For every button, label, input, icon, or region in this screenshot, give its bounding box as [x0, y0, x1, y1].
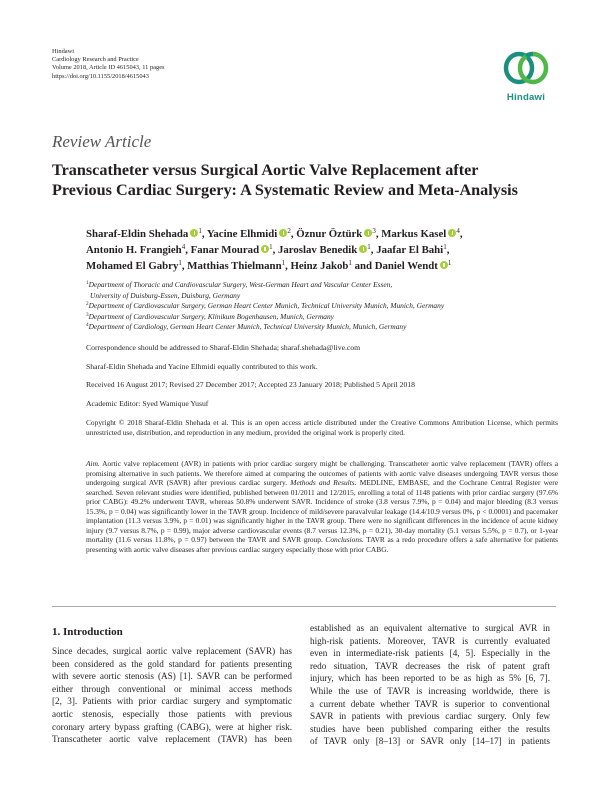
author-affiliation-marker: 1 [443, 243, 447, 252]
abstract-methods: MEDLINE, EMBASE, and the Cochrane Central Register were searched. Seven relevant studies were identified, published between 01/2011 and 12/2015, enrolling a total of 1148 patients with prior cardiac surgery (97.6% prior CABG): 49.2% underwent TAVR, whereas 50.8% underwent SAVR. Incidence of stroke (3.8 versus 7.9%, p = 0.04) and major bleeding (8.3 versus 15.3%, p = 0.04) was significantly lower in the TAVR group. Incidence of mild/severe paravalvular leakage (14.4/10.9 versus 0%, p < 0.0001) and pacemaker implantation (11.3 versus 3.9%, p = 0.01) was significantly higher in the TAVR group. There were no significant differences in the incidence of acute kidney injury (9.7 versus 8.7%, p = 0.99), major adverse cardiovascular events (8.7 versus 12.3%, p = 0.21), 30-day mortality (5.1 versus 5.5%, p = 0.7), or 1-year mortality (11.6 versus 11.8%, p = 0.97) between the TAVR and SAVR group. [86, 478, 559, 544]
body-column-left [52, 645, 292, 746]
body-text-line: been considered as the gold standard for patients presenting [52, 658, 292, 669]
body-text-line: SAVR in patients with previous cardiac surgery. Only few [310, 711, 550, 722]
author-affiliation-marker: 4 [456, 227, 460, 235]
orcid-icon[interactable] [440, 261, 448, 269]
abstract-aim: Aortic valve replacement (AVR) in patients with prior cardiac surgery might be challenging. Transcatheter aortic valve replacement (TAVR) offers a promising alternative in such patients. We therefore aimed at comparing the outcomes of patients with aortic valve diseases undergoing TAVR versus those undergoing surgical AVR (SAVR) after previous cardiac surgery. [86, 459, 558, 487]
body-text-line: redo situation, TAVR decreases the risk of patent graft [310, 660, 550, 671]
author-name: Antonio H. Frangieh [86, 244, 182, 257]
section-divider [52, 606, 556, 607]
author-name: Sharaf-Eldin Shehada [86, 228, 189, 240]
body-text-line: either through conventional or minimal access methods [52, 683, 292, 694]
author-affiliation-marker: 1 [198, 227, 202, 235]
author-affiliation-marker: 1 [447, 259, 452, 268]
author-affiliation-marker: 4 [181, 243, 186, 252]
author-affiliation-marker: 3 [372, 227, 376, 235]
author-name: Daniel Wendt [374, 260, 438, 273]
author-affiliation-marker: 1 [178, 259, 182, 268]
author-separator: , [459, 228, 463, 240]
abstract [86, 459, 558, 554]
body-text-line: [2, 3]. Patients with prior cardiac surgery and symptomatic [52, 696, 292, 707]
body-text-line: of TAVR only [8–13] or SAVR only [14–17] in patients [310, 736, 550, 747]
author-affiliation-marker: 1 [281, 259, 286, 268]
body-text-line: studies have been published comparing either the results [310, 723, 550, 734]
abstract-conclusions: TAVR as a redo procedure offers a safe alternative for patients presenting with aortic valve diseases after previous cardiac surgery especially those with prior CABG. [86, 535, 559, 554]
orcid-icon[interactable] [261, 245, 269, 253]
publication-dates: Received 16 August 2017; Revised 27 December 2017; Accepted 23 January 2018; Published 5 April 2018 [86, 380, 416, 389]
author-separator: , [201, 228, 207, 240]
title-line-1: Transcatheter versus Surgical Aortic Valve Replacement after [52, 161, 479, 179]
author-name: Jaafar El Bahi [376, 244, 444, 257]
journal-header [52, 48, 165, 81]
abstract-methods-label: Methods and Results. [290, 478, 357, 487]
abstract-conclusions-label: Conclusions. [325, 535, 364, 544]
title-line-2: Previous Cardiac Surgery: A Systematic Review and Meta-Analysis [52, 181, 518, 199]
body-text-line: coronary artery bypass grafting (CABG), were at higher risk. [52, 721, 292, 732]
author-separator: , [290, 228, 297, 240]
hindawi-logo [496, 44, 556, 106]
author-separator: , [185, 244, 191, 257]
affiliation-1-cont: University of Duisburg-Essen, Duisburg, Germany [90, 290, 241, 300]
logo-wordmark: Hindawi [506, 92, 546, 103]
body-text-line: aortic stenosis, especially those patients with previous [52, 708, 292, 719]
abstract-aim-label: Aim. [86, 459, 100, 468]
affiliation-3: $^3$Department of Cardiovascular Surgery, Klinikum Bogenhausen, Munich, Germany [86, 311, 334, 321]
equal-contribution-note: Sharaf-Eldin Shehada and Yacine Elhmidi equally contributed to this work. [86, 362, 318, 371]
body-text-line: injury, which has been reported to be as high as 5% [6, 7]. [310, 673, 550, 684]
author-list [86, 226, 566, 275]
author-separator: , [370, 244, 377, 257]
hindawi-logo-icon [496, 44, 556, 92]
author-affiliation-marker: 1 [348, 259, 352, 268]
author-separator: , [181, 260, 188, 273]
author-name: Yacine Elhmidi [206, 228, 278, 240]
academic-editor: Academic Editor: Syed Wamique Yusuf [86, 399, 209, 408]
article-type: Review Article [52, 132, 152, 151]
section-heading: 1. Introduction [52, 626, 123, 638]
author-name: Matthias Thielmann [187, 260, 282, 273]
author-name: Öznur Öztürk [296, 228, 363, 240]
body-text-line: even in intermediate-risk patients [4, 5]. Especially in the [310, 648, 550, 659]
body-column-right [310, 622, 550, 748]
author-line-3 [86, 258, 566, 274]
author-name: Markus Kasel [381, 228, 447, 240]
body-text-line: high-risk patients. Moreover, TAVR is currently evaluated [310, 635, 550, 646]
author-affiliation-marker: 1 [269, 243, 273, 252]
doi-link[interactable]: https://doi.org/10.1155/2018/4615043 [52, 72, 149, 80]
author-name: Fanar Mourad [190, 244, 260, 257]
body-text-line: established as an equivalent alternative to surgical AVR in [310, 623, 550, 633]
orcid-icon[interactable] [190, 229, 198, 237]
author-line-1 [86, 226, 566, 242]
author-affiliation-marker: 1 [367, 243, 371, 252]
orcid-icon[interactable] [279, 229, 287, 237]
author-name: Mohamed El Gabry [86, 260, 179, 273]
affiliation-1: $^1$Department of Thoracic and Cardiovascular Surgery, West-German Heart and Vascular Center Essen, [86, 280, 393, 289]
author-separator: and [351, 260, 375, 273]
author-separator: , [375, 228, 382, 240]
orcid-icon[interactable] [448, 229, 456, 237]
author-separator: , [285, 260, 291, 273]
body-text-line: with severe aortic stenosis (AS) [1]. SAVR can be performed [52, 671, 292, 682]
body-text-line: While the use of TAVR is increasing worldwide, there is [310, 685, 550, 696]
orcid-icon[interactable] [364, 229, 372, 237]
correspondence: Correspondence should be addressed to Sharaf-Eldin Shehada; sharaf.shehada@live.com [86, 343, 361, 352]
body-text-line: Transcatheter aortic valve replacement (TAVR) has been [52, 734, 292, 745]
author-line-2 [86, 242, 566, 258]
paper-title [52, 160, 552, 200]
affiliation-4: $^4$Department of Cardiology, German Heart Center Munich, Technical University Munich, Munich, Germany [86, 322, 407, 332]
affiliation-2: $^2$Department of Cardiovascular Surgery, German Heart Center Munich, Technical University Munich, Munich, Germany [86, 301, 445, 311]
copyright-notice: Copyright © 2018 Sharaf-Eldin Shehada et al. This is an open access article distributed under the Creative Commons Attribution License, which permits unrestricted use, distribution, and reproduction in any medium, provided the original work is properly cited. [86, 418, 558, 437]
volume-line: Volume 2018, Article ID 4615043, 11 pages [52, 64, 165, 72]
author-separator: , [272, 244, 278, 257]
body-text-line: a current debate whether TAVR is superior to conventional [310, 698, 550, 709]
author-name: Jaroslav Benedik [277, 244, 358, 257]
body-text-line: Since decades, surgical aortic valve replacement (SAVR) has [52, 646, 292, 656]
author-name: Heinz Jakob [290, 260, 349, 273]
orcid-icon[interactable] [359, 245, 367, 253]
affiliations [86, 280, 556, 333]
publisher-name: Hindawi [52, 48, 75, 55]
author-separator: , [446, 244, 450, 257]
author-affiliation-marker: 2 [287, 227, 291, 235]
journal-name: Cardiology Research and Practice [52, 56, 139, 64]
